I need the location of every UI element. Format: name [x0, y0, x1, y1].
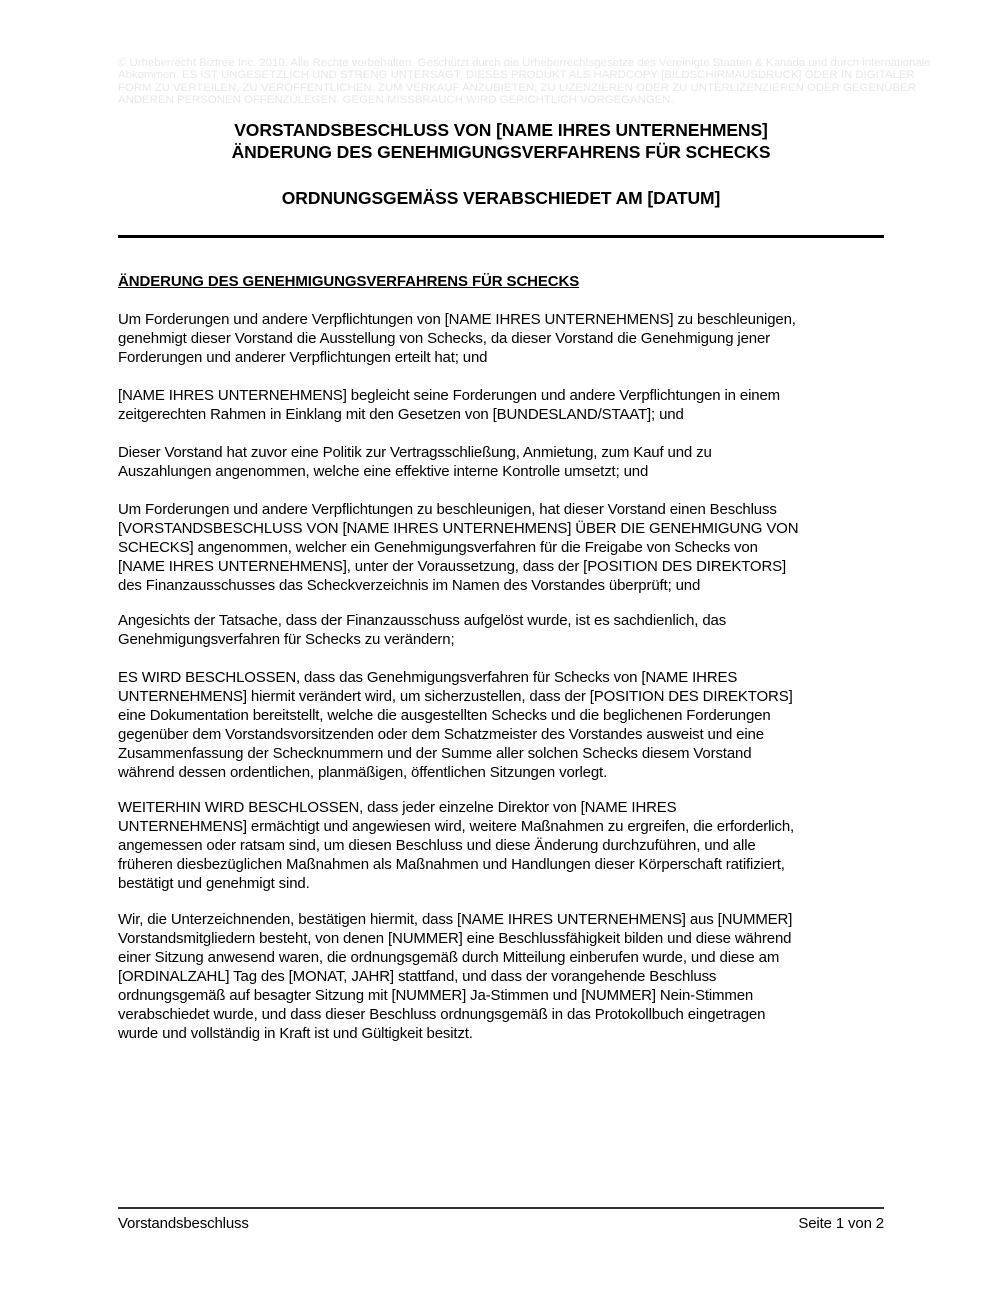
text-line: Vorstandsmitgliedern besteht, von denen [NUMMER] eine Beschlussfähigkeit bilden und diese während — [118, 930, 792, 947]
text-line: ES WIRD BESCHLOSSEN, dass das Genehmigungsverfahren für Schecks von [NAME IHRES — [118, 669, 738, 686]
text-line: Zusammenfassung der Schecknummern und der Summe aller solchen Schecks diesem Vorstand — [118, 745, 752, 762]
text-line: UNTERNEHMENS] hiermit verändert wird, um sicherzustellen, dass der [POSITION DES DIREKTORS] — [118, 688, 793, 705]
text-line: früheren diesbezüglichen Maßnahmen als Maßnahmen und Handlungen dieser Körperschaft ratifiziert, — [118, 856, 785, 873]
text-line: ordnungsgemäß auf besagter Sitzung mit [NUMMER] Ja-Stimmen und [NUMMER] Nein-Stimmen — [118, 987, 754, 1004]
title-divider — [118, 235, 884, 238]
text-line: [VORSTANDSBESCHLUSS VON [NAME IHRES UNTERNEHMENS] ÜBER DIE GENEHMIGUNG VON — [118, 520, 799, 537]
text-line: Forderungen und anderer Verpflichtungen erteilt hat; und — [118, 349, 488, 366]
text-line: [NAME IHRES UNTERNEHMENS], unter der Voraussetzung, dass der [POSITION DES DIREKTORS] — [118, 558, 787, 575]
text-line: bestätigt und genehmigt sind. — [118, 875, 310, 892]
document-title-line2: ÄNDERUNG DES GENEHMIGUNGSVERFAHRENS FÜR SCHECKS — [231, 142, 771, 162]
copyright-notice — [118, 57, 931, 107]
text-line: Dieser Vorstand hat zuvor eine Politik zur Vertragsschließung, Anmietung, zum Kauf und zu — [118, 444, 712, 461]
text-line: [ORDINALZAHL] Tag des [MONAT, JAHR] stattfand, und dass der vorangehende Beschluss — [118, 968, 717, 985]
text-line: [NAME IHRES UNTERNEHMENS] begleicht seine Forderungen und andere Verpflichtungen in einem — [118, 387, 780, 404]
text-line: Angesichts der Tatsache, dass der Finanzausschuss aufgelöst wurde, ist es sachdienlich, das — [118, 612, 727, 629]
further-resolution-paragraph — [118, 798, 888, 893]
text-line: einer Sitzung anwesend waren, die ordnungsgemäß durch Mitteilung einberufen wurde, und diese am — [118, 949, 780, 966]
footer-divider — [118, 1207, 884, 1209]
paragraph — [118, 310, 888, 367]
document-title-line1: VORSTANDSBESCHLUSS VON [NAME IHRES UNTERNEHMENS] — [234, 120, 768, 140]
footer-page-number: Seite 1 von 2 — [798, 1215, 884, 1232]
copyright-line: Abkommen. ES IST UNGESETZLICH UND STRENG UNTERSAGT, DIESES PRODUKT ALS HARDCOPY [BILDSCHIRMAUSDRUCK] ODER IN DIGITALER — [118, 69, 915, 82]
text-line: Auszahlungen angenommen, welche eine effektive interne Kontrolle umsetzt; und — [118, 463, 649, 480]
text-line: Um Forderungen und andere Verpflichtungen von [NAME IHRES UNTERNEHMENS] zu beschleunigen, — [118, 311, 796, 328]
copyright-line: © Urheberrecht Biztree Inc. 2010. Alle Rechte vorbehalten. Geschützt durch die Urheberrechtsgesetze des Vereinigte Staaten & Kanada und durch internationale — [118, 57, 931, 69]
text-line: gegenüber dem Vorstandsvorsitzenden oder dem Schatzmeister des Vorstandes ausweist und eine — [118, 726, 764, 743]
footer-document-name: Vorstandsbeschluss — [118, 1215, 249, 1232]
text-line: verabschiedet wurde, und dass dieser Beschluss ordnungsgemäß in das Protokollbuch eingetragen — [118, 1006, 766, 1023]
text-line: eine Dokumentation bereitstellt, welche die ausgestellten Schecks und die beglichenen Forderungen — [118, 707, 771, 724]
text-line: genehmigt dieser Vorstand die Ausstellung von Schecks, da dieser Vorstand die Genehmigung jener — [118, 330, 771, 347]
paragraph — [118, 611, 888, 649]
text-line: UNTERNEHMENS] ermächtigt und angewiesen wird, weitere Maßnahmen zu ergreifen, die erforderlich, — [118, 818, 795, 835]
text-line: Wir, die Unterzeichnenden, bestätigen hiermit, dass [NAME IHRES UNTERNEHMENS] aus [NUMMER] — [118, 911, 793, 928]
text-line: SCHECKS] angenommen, welcher ein Genehmigungsverfahren für die Freigabe von Schecks von — [118, 539, 758, 556]
text-line: angemessen oder ratsam sind, um diesen Beschluss und diese Änderung durchzuführen, und alle — [118, 837, 756, 854]
text-line: des Finanzausschusses das Scheckverzeichnis im Namen des Vorstandes überprüft; und — [118, 577, 701, 594]
text-line: Um Forderungen und andere Verpflichtungen zu beschleunigen, hat dieser Vorstand einen Beschluss — [118, 501, 777, 518]
resolution-paragraph — [118, 668, 888, 782]
copyright-line: FORM ZU VERTEILEN, ZU VERÖFFENTLICHEN, ZUM VERKAUF ANZUBIETEN, ZU LIZENZIEREN ODER ZU UNTERLIZENZIEREN ODER GEGENÜBER — [118, 81, 916, 94]
section-heading: ÄNDERUNG DES GENEHMIGUNGSVERFAHRENS FÜR SCHECKS — [118, 273, 580, 290]
paragraph — [118, 386, 888, 424]
certification-paragraph — [118, 910, 888, 1043]
document-subtitle: ORDNUNGSGEMÄSS VERABSCHIEDET AM [DATUM] — [281, 188, 721, 208]
text-line: während dessen ordentlichen, planmäßigen, öffentlichen Sitzungen vorlegt. — [118, 764, 608, 781]
copyright-line: ANDEREN PERSONEN OFFENZULEGEN. GEGEN MISSBRAUCH WIRD GERICHTLICH VORGEGANGEN. — [118, 94, 674, 107]
text-line: wurde und vollständig in Kraft ist und Gültigkeit besitzt. — [118, 1025, 473, 1042]
text-line: zeitgerechten Rahmen in Einklang mit den Gesetzen von [BUNDESLAND/STAAT]; und — [118, 406, 684, 423]
text-line: Genehmigungsverfahren für Schecks zu verändern; — [118, 631, 455, 648]
text-line: WEITERHIN WIRD BESCHLOSSEN, dass jeder einzelne Direktor von [NAME IHRES — [118, 799, 677, 816]
paragraph — [118, 443, 888, 481]
paragraph — [118, 500, 888, 595]
